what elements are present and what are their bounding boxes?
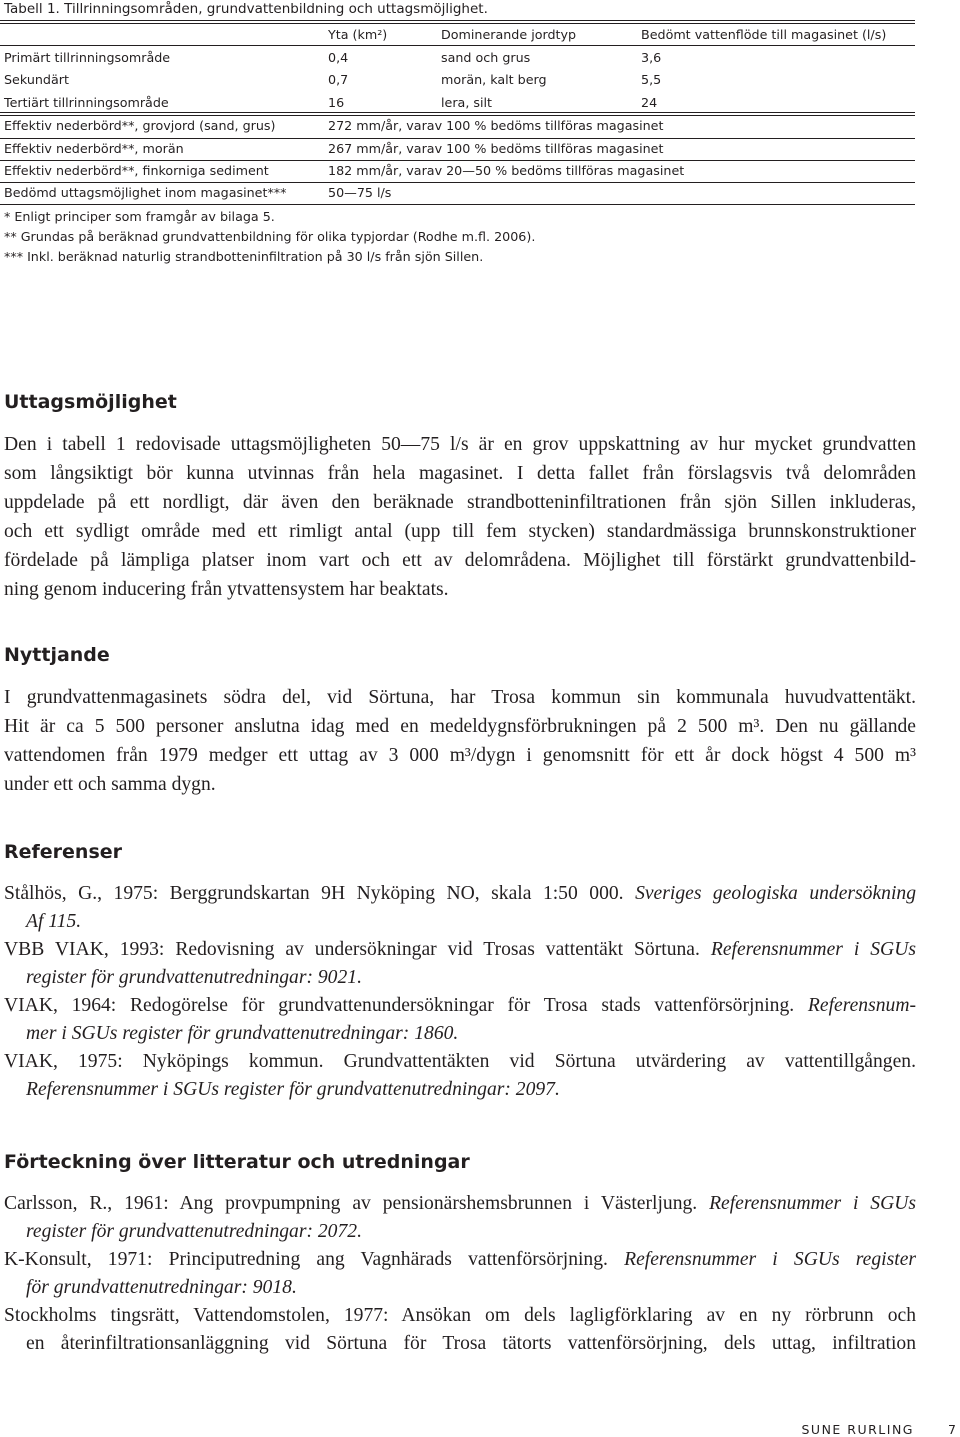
reference-item bbox=[4, 1302, 916, 1330]
table-header-soil: Dominerande jordtyp bbox=[441, 27, 577, 42]
row-label: Effektiv nederbörd**, morän bbox=[4, 141, 184, 156]
reference-item bbox=[4, 880, 916, 908]
table-row-rule bbox=[0, 138, 915, 139]
text-line: I grundvattenmagasinets södra del, vid Sörtuna, har Trosa kommun sin kommunala huvudvattentäkt. bbox=[4, 687, 916, 708]
reference-item bbox=[4, 992, 916, 1020]
table-footnote: * Enligt principer som framgår av bilaga 5. bbox=[4, 209, 275, 224]
row-label: Primärt tillrinningsområde bbox=[4, 50, 171, 65]
reference-source: Referensnummer i SGUs register bbox=[624, 1249, 917, 1270]
table-mid-rule bbox=[0, 112, 915, 116]
table-header-area: Yta (km²) bbox=[328, 27, 388, 42]
row-flow: 24 bbox=[641, 95, 658, 110]
row-label: Effektiv nederbörd**, finkorniga sediment bbox=[4, 163, 269, 178]
table-footnote: *** Inkl. beräknad naturlig strandbotteninfiltration på 30 l/s från sjön Sillen. bbox=[4, 249, 484, 264]
reference-source: register för grundvattenutredningar: 9021. bbox=[26, 967, 362, 988]
row-label: Effektiv nederbörd**, grovjord (sand, grus) bbox=[4, 118, 276, 133]
reference-continuation bbox=[4, 1076, 916, 1104]
text-line: och ett sydligt område med ett rimligt antal (upp till fem stycken) standardmässiga brunnskonstruktioner bbox=[4, 521, 916, 542]
row-value: 182 mm/år, varav 20—50 % bedöms tillföras magasinet bbox=[328, 163, 685, 178]
reference-text: Stockholms tingsrätt, Vattendomstolen, 1977: Ansökan om dels lagligförklaring av en ny rörbrunn och bbox=[4, 1305, 916, 1326]
reference-continuation bbox=[4, 908, 916, 936]
reference-text: VIAK, 1975: Nyköpings kommun. Grundvattentäkten vid Sörtuna utvärdering av vattentillgången. bbox=[4, 1051, 916, 1072]
table-top-rule bbox=[0, 20, 915, 24]
running-footer-author: SUNE RURLING bbox=[801, 1422, 914, 1437]
row-soil: sand och grus bbox=[441, 50, 531, 65]
row-value: 50—75 l/s bbox=[328, 185, 392, 200]
literature-list bbox=[4, 1190, 916, 1358]
table-bottom-rule bbox=[0, 204, 915, 205]
reference-text: Stålhös, G., 1975: Berggrundskartan 9H Nyköping NO, skala 1:50 000. bbox=[4, 883, 624, 904]
section-heading-uttagsmojlighet: Uttagsmöjlighet bbox=[4, 391, 177, 413]
row-label: Tertiärt tillrinningsområde bbox=[4, 95, 169, 110]
row-label: Sekundärt bbox=[4, 72, 69, 87]
reference-source: för grundvattenutredningar: 9018. bbox=[26, 1277, 297, 1298]
row-value: 272 mm/år, varav 100 % bedöms tillföras magasinet bbox=[328, 118, 664, 133]
table-caption: Tabell 1. Tillrinningsområden, grundvattenbildning och uttagsmöjlighet. bbox=[4, 1, 488, 17]
reference-item bbox=[4, 1048, 916, 1076]
text-line: vattendomen från 1979 medger ett uttag av 3 000 m³/dygn i genomsnitt för ett år dock högst 4 500 m³ bbox=[4, 745, 916, 766]
reference-text: en återinfiltrationsanläggning vid Sörtuna för Trosa tätorts vattenförsörjning, dels uttag, infiltration bbox=[26, 1333, 916, 1354]
reference-text: VIAK, 1964: Redogörelse för grundvattenundersökningar för Trosa stads vattenförsörjning. bbox=[4, 995, 795, 1016]
reference-item bbox=[4, 936, 916, 964]
reference-text: Carlsson, R., 1961: Ang provpumpning av pensionärshemsbrunnen i Västerljung. bbox=[4, 1193, 698, 1214]
paragraph-nyttjande bbox=[4, 683, 916, 799]
reference-source: Sveriges geologiska undersökning bbox=[635, 883, 916, 904]
reference-source: Referensnummer i SGUs bbox=[709, 1193, 916, 1214]
section-heading-referenser: Referenser bbox=[4, 841, 123, 863]
reference-source: Referensnum- bbox=[807, 995, 916, 1016]
table-header-flow: Bedömt vattenflöde till magasinet (l/s) bbox=[641, 27, 887, 42]
table-row-rule bbox=[0, 182, 915, 183]
row-area: 16 bbox=[328, 95, 345, 110]
reference-item bbox=[4, 1190, 916, 1218]
row-label: Bedömd uttagsmöjlighet inom magasinet*** bbox=[4, 185, 287, 200]
text-line: uppdelade på ett nordligt, där även den beräknade strandbotteninfiltrationen från sjön Sillen inkluderas, bbox=[4, 492, 916, 513]
reference-source: mer i SGUs register för grundvattenutredningar: 1860. bbox=[26, 1023, 459, 1044]
reference-text: K-Konsult, 1971: Principutredning ang Vagnhärads vattenförsörjning. bbox=[4, 1249, 608, 1270]
reference-continuation bbox=[4, 1274, 916, 1302]
reference-continuation bbox=[4, 964, 916, 992]
reference-source: Referensnummer i SGUs bbox=[710, 939, 916, 960]
reference-continuation bbox=[4, 1020, 916, 1048]
page-number: 7 bbox=[948, 1422, 956, 1437]
text-line: under ett och samma dygn. bbox=[4, 774, 216, 795]
reference-source: Af 115. bbox=[26, 911, 82, 932]
table-row-rule bbox=[0, 160, 915, 161]
row-flow: 3,6 bbox=[641, 50, 662, 65]
text-line: Den i tabell 1 redovisade uttagsmöjligheten 50—75 l/s är en grov uppskattning av hur mycket grundvatten bbox=[4, 434, 916, 455]
row-soil: morän, kalt berg bbox=[441, 72, 547, 87]
text-line: fördelade på lämpliga platser inom vart och ett av delområdena. Möjlighet till förstärkt grundvattenbild- bbox=[4, 550, 916, 571]
section-heading-nyttjande: Nyttjande bbox=[4, 644, 110, 666]
row-flow: 5,5 bbox=[641, 72, 662, 87]
row-area: 0,4 bbox=[328, 50, 349, 65]
reference-continuation bbox=[4, 1330, 916, 1358]
row-area: 0,7 bbox=[328, 72, 349, 87]
text-line: ning genom inducering från ytvattensystem har beaktats. bbox=[4, 579, 449, 600]
reference-list bbox=[4, 880, 916, 1104]
reference-source: Referensnummer i SGUs register för grundvattenutredningar: 2097. bbox=[26, 1079, 560, 1100]
reference-item bbox=[4, 1246, 916, 1274]
row-value: 267 mm/år, varav 100 % bedöms tillföras magasinet bbox=[328, 141, 664, 156]
section-heading-forteckning: Förteckning över litteratur och utredningar bbox=[4, 1151, 470, 1173]
text-line: Hit är ca 5 500 personer anslutna idag med en medeldygnsförbrukningen på 2 500 m³. Den nu gällande bbox=[4, 716, 916, 737]
table-header-rule bbox=[0, 45, 915, 46]
text-line: som långsiktigt bör kunna utvinnas från hela magasinet. I detta fallet från förslagsvis två delområden bbox=[4, 463, 916, 484]
paragraph-uttagsmojlighet bbox=[4, 430, 916, 604]
row-soil: lera, silt bbox=[441, 95, 493, 110]
reference-continuation bbox=[4, 1218, 916, 1246]
reference-source: register för grundvattenutredningar: 2072. bbox=[26, 1221, 362, 1242]
table-footnote: ** Grundas på beräknad grundvattenbildning för olika typjordar (Rodhe m.fl. 2006). bbox=[4, 229, 536, 244]
reference-text: VBB VIAK, 1993: Redovisning av undersökningar vid Trosas vattentäkt Sörtuna. bbox=[4, 939, 700, 960]
